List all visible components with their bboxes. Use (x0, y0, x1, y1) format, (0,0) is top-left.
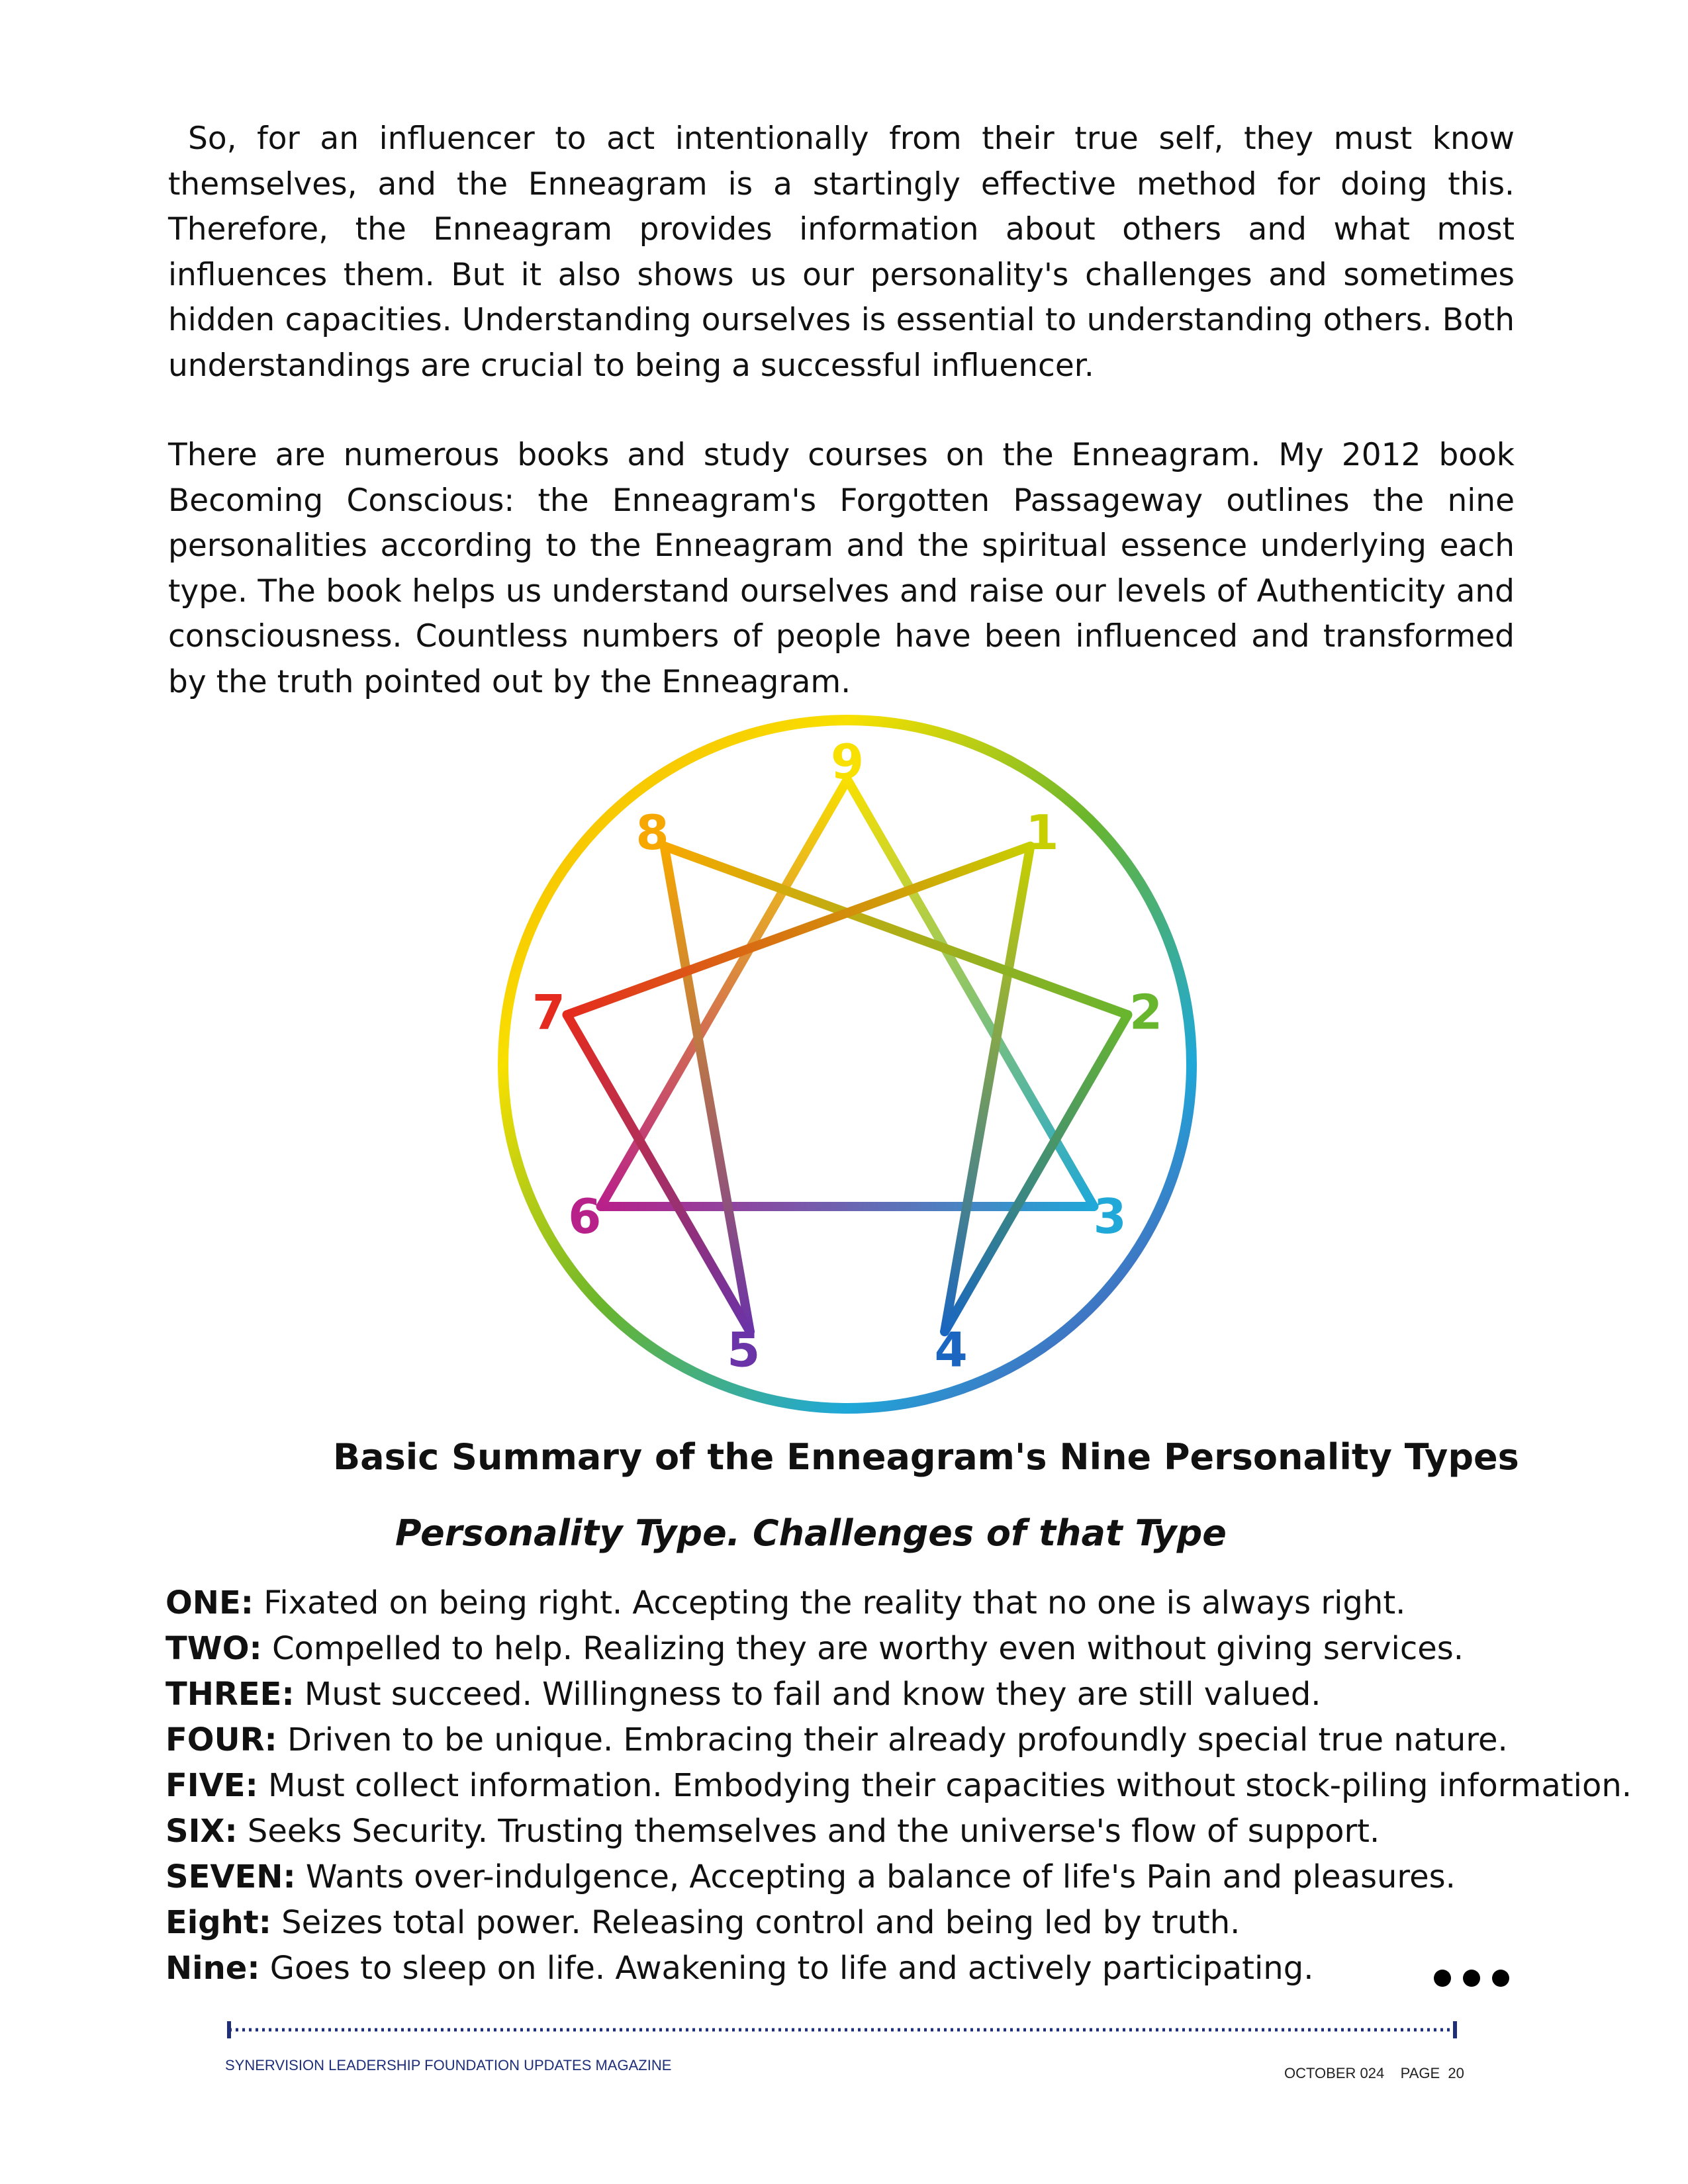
issue-date: OCTOBER 024 (1284, 2065, 1385, 2081)
type-text: Driven to be unique. Embracing their already profoundly special true nature. (277, 1721, 1508, 1758)
type-label: SEVEN: (165, 1858, 296, 1895)
type-eight (165, 1900, 1632, 1946)
type-text: Compelled to help. Realizing they are worthy even without giving services. (261, 1630, 1464, 1667)
page-number: 20 (1448, 2065, 1464, 2081)
type-seven (165, 1854, 1632, 1900)
summary-subtitle: Personality Type. Challenges of that Type (395, 1512, 1227, 1554)
type-text: Must succeed. Willingness to fail and know they are still valued. (294, 1676, 1321, 1713)
type-text: Fixated on being right. Accepting the reality that no one is always right. (253, 1584, 1406, 1621)
type-label: ONE: (165, 1584, 254, 1621)
type-label: THREE: (165, 1676, 295, 1713)
type-label: FIVE: (165, 1767, 258, 1804)
summary-title: Basic Summary of the Enneagram's Nine Personality Types (333, 1436, 1519, 1478)
type-label: Eight: (165, 1904, 271, 1941)
type-three (165, 1672, 1632, 1717)
enneagram-point-label: 7 (532, 984, 566, 1040)
intro-paragraph: So, for an influencer to act intentionally from their true self, they must know themselves, and the Enneagram is a startingly effective method for doing this. Therefore, the Enneagram provides information about others and what most influences them. But it also shows us our personality's challenges and sometimes hidden capacities. Understanding ourselves is essential to understanding others. Both understandings are crucial to being a successful influencer. (168, 120, 1515, 384)
enneagram-ring (503, 720, 1192, 1408)
enneagram-point-label: 8 (635, 805, 669, 861)
enneagram-point-label: 2 (1129, 984, 1163, 1040)
enneagram-point-label: 4 (934, 1322, 968, 1378)
enneagram-point-label: 1 (1025, 805, 1059, 861)
magazine-name: SYNERVISION LEADERSHIP FOUNDATION UPDATES MAGAZINE (225, 2057, 672, 2073)
books-paragraph: There are numerous books and study courses on the Enneagram. My 2012 book Becoming Conscious: the Enneagram's Forgotten Passageway outlines the nine personalities according to the Enneagram and the spiritual essence underlying each type. The book helps us understand ourselves and raise our levels of Authenticity and consciousness. Countless numbers of people have been influenced and transformed by the truth pointed out by the Enneagram. (168, 437, 1515, 700)
type-six (165, 1809, 1632, 1854)
type-one (165, 1580, 1632, 1626)
personality-type-list (165, 1580, 1632, 1991)
enneagram-diagram (483, 707, 1211, 1422)
enneagram-point-label: 9 (830, 734, 865, 790)
page-label: PAGE (1400, 2065, 1440, 2081)
enneagram-point-label: 5 (727, 1322, 761, 1378)
type-nine (165, 1946, 1632, 1991)
type-text: Seeks Security. Trusting themselves and the universe's flow of support. (237, 1813, 1380, 1850)
type-label: FOUR: (165, 1721, 277, 1758)
enneagram-point-label: 3 (1093, 1189, 1127, 1244)
type-text: Goes to sleep on life. Awakening to life and actively participating. (259, 1950, 1314, 1987)
type-label: Nine: (165, 1950, 260, 1987)
type-label: SIX: (165, 1813, 238, 1850)
type-text: Wants over-indulgence, Accepting a balance of life's Pain and pleasures. (295, 1858, 1456, 1895)
type-five (165, 1763, 1632, 1809)
type-text: Must collect information. Embodying their capacities without stock-piling information. (258, 1767, 1632, 1804)
type-text: Seizes total power. Releasing control and being led by truth. (271, 1904, 1241, 1941)
issue-and-page (1284, 2065, 1464, 2082)
continuation-dots-icon (1434, 1966, 1513, 1989)
type-four (165, 1717, 1632, 1763)
type-two (165, 1626, 1632, 1672)
enneagram-point-label: 6 (568, 1189, 602, 1244)
type-label: TWO: (165, 1630, 262, 1667)
footer-divider (226, 2020, 1458, 2040)
